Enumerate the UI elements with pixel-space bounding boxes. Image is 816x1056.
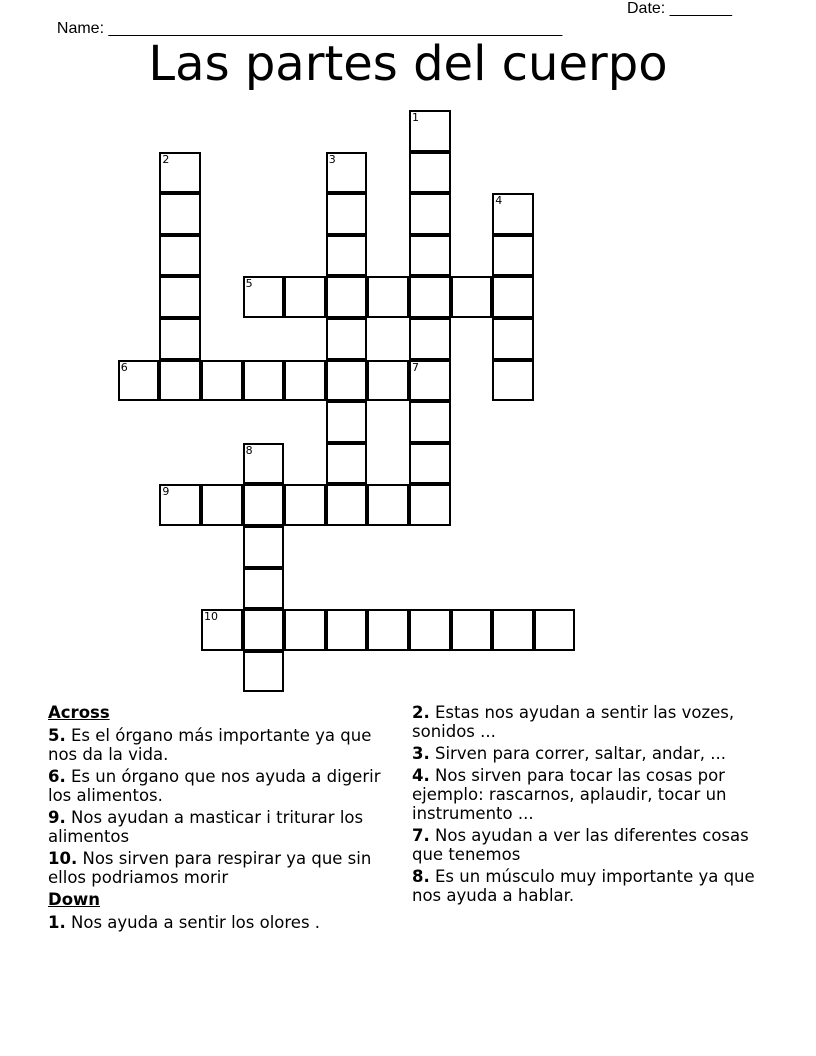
crossword-cell[interactable] bbox=[201, 360, 243, 402]
crossword-cell[interactable] bbox=[159, 484, 201, 526]
clue-number: 1 bbox=[412, 111, 419, 124]
crossword-cell[interactable] bbox=[409, 609, 451, 651]
crossword-cell[interactable] bbox=[243, 484, 285, 526]
clue-down-7: 7. Nos ayudan a ver las diferentes cosas que tenemos bbox=[412, 826, 749, 864]
clue-number: 9 bbox=[162, 485, 170, 499]
crossword-cell[interactable] bbox=[243, 360, 285, 402]
crossword-cell[interactable] bbox=[201, 484, 243, 526]
crossword-cell[interactable] bbox=[159, 152, 201, 194]
crossword-cell[interactable] bbox=[243, 276, 285, 318]
clue-down-1: 1. Nos ayuda a sentir los olores . bbox=[48, 913, 321, 932]
crossword-cell[interactable] bbox=[284, 360, 326, 402]
clues-right-column bbox=[412, 703, 762, 908]
date-field-label[interactable]: Date: _______ bbox=[627, 0, 732, 17]
crossword-cell[interactable] bbox=[326, 401, 368, 443]
crossword-cell[interactable] bbox=[326, 318, 368, 360]
crossword-cell[interactable] bbox=[326, 484, 368, 526]
clue-number: 3 bbox=[328, 152, 336, 166]
crossword-cell[interactable] bbox=[326, 193, 368, 235]
crossword-cell[interactable] bbox=[409, 401, 451, 443]
down-heading: Down bbox=[48, 890, 101, 909]
clue-number: 2 bbox=[162, 152, 170, 166]
crossword-cell[interactable] bbox=[326, 235, 368, 277]
clues-left-column bbox=[48, 703, 396, 935]
crossword-cell[interactable] bbox=[243, 526, 285, 568]
clue-across-10: 10. Nos sirven para respirar ya que sin ellos podriamos morir bbox=[48, 849, 372, 887]
clue-number: 7 bbox=[412, 360, 419, 374]
crossword-cell[interactable] bbox=[451, 609, 493, 651]
crossword-cell[interactable] bbox=[159, 276, 201, 318]
crossword-cell[interactable] bbox=[159, 193, 201, 235]
clue-down-4: 4. Nos sirven para tocar las cosas por ejemplo: rascarnos, aplaudir, tocar un instrumento ... bbox=[412, 766, 727, 823]
crossword-cell[interactable] bbox=[367, 360, 409, 402]
crossword-cell[interactable] bbox=[492, 360, 534, 402]
crossword-cell[interactable] bbox=[492, 193, 534, 235]
crossword-cell[interactable] bbox=[159, 235, 201, 277]
crossword-cell[interactable] bbox=[326, 609, 368, 651]
crossword-cell[interactable] bbox=[243, 443, 285, 485]
crossword-cell[interactable] bbox=[326, 360, 368, 402]
crossword-cell[interactable] bbox=[118, 360, 160, 402]
crossword-cell[interactable] bbox=[409, 484, 451, 526]
crossword-cell[interactable] bbox=[409, 110, 451, 152]
crossword-cell[interactable] bbox=[451, 276, 493, 318]
crossword-cell[interactable] bbox=[159, 360, 201, 402]
crossword-cell[interactable] bbox=[409, 193, 451, 235]
clue-number: 5 bbox=[245, 277, 253, 291]
crossword-cell[interactable] bbox=[409, 318, 451, 360]
clue-down-2: 2. Estas nos ayudan a sentir las vozes, sonidos ... bbox=[412, 703, 735, 741]
clue-down-3: 3. Sirven para correr, saltar, andar, ... bbox=[412, 744, 726, 763]
crossword-cell[interactable] bbox=[284, 609, 326, 651]
crossword-cell[interactable] bbox=[492, 318, 534, 360]
crossword-cell[interactable] bbox=[326, 443, 368, 485]
crossword-cell[interactable] bbox=[492, 276, 534, 318]
clue-number: 6 bbox=[120, 360, 128, 374]
name-field-label[interactable]: Name: ___________________________________________________ bbox=[56, 20, 563, 37]
crossword-cell[interactable] bbox=[159, 318, 201, 360]
crossword-cell[interactable] bbox=[409, 152, 451, 194]
crossword-cell[interactable] bbox=[326, 152, 368, 194]
crossword-cell[interactable] bbox=[409, 235, 451, 277]
crossword-cell[interactable] bbox=[243, 651, 285, 693]
crossword-cell[interactable] bbox=[326, 276, 368, 318]
crossword-cell[interactable] bbox=[367, 484, 409, 526]
clue-down-8: 8. Es un músculo muy importante ya que nos ayuda a hablar. bbox=[412, 867, 755, 905]
page-title: Las partes del cuerpo bbox=[148, 36, 668, 92]
crossword-cell[interactable] bbox=[409, 443, 451, 485]
crossword-cell[interactable] bbox=[243, 568, 285, 610]
clue-across-5: 5. Es el órgano más importante ya que nos da la vida. bbox=[48, 726, 372, 764]
clue-number: 8 bbox=[245, 443, 253, 457]
crossword-cell[interactable] bbox=[534, 609, 576, 651]
crossword-cell[interactable] bbox=[409, 276, 451, 318]
clue-number: 4 bbox=[495, 194, 503, 208]
crossword-cell[interactable] bbox=[284, 484, 326, 526]
clue-across-6: 6. Es un órgano que nos ayuda a digerir los alimentos. bbox=[48, 767, 381, 805]
crossword-cell[interactable] bbox=[367, 276, 409, 318]
crossword-cell[interactable] bbox=[492, 235, 534, 277]
crossword-cell[interactable] bbox=[409, 360, 451, 402]
crossword-cell[interactable] bbox=[492, 609, 534, 651]
across-heading: Across bbox=[48, 703, 110, 722]
crossword-cell[interactable] bbox=[243, 609, 285, 651]
crossword-cell[interactable] bbox=[367, 609, 409, 651]
clue-number: 10 bbox=[204, 610, 218, 624]
clue-across-9: 9. Nos ayudan a masticar i triturar los alimentos bbox=[48, 808, 364, 846]
crossword-cell[interactable] bbox=[201, 609, 243, 651]
crossword-cell[interactable] bbox=[284, 276, 326, 318]
